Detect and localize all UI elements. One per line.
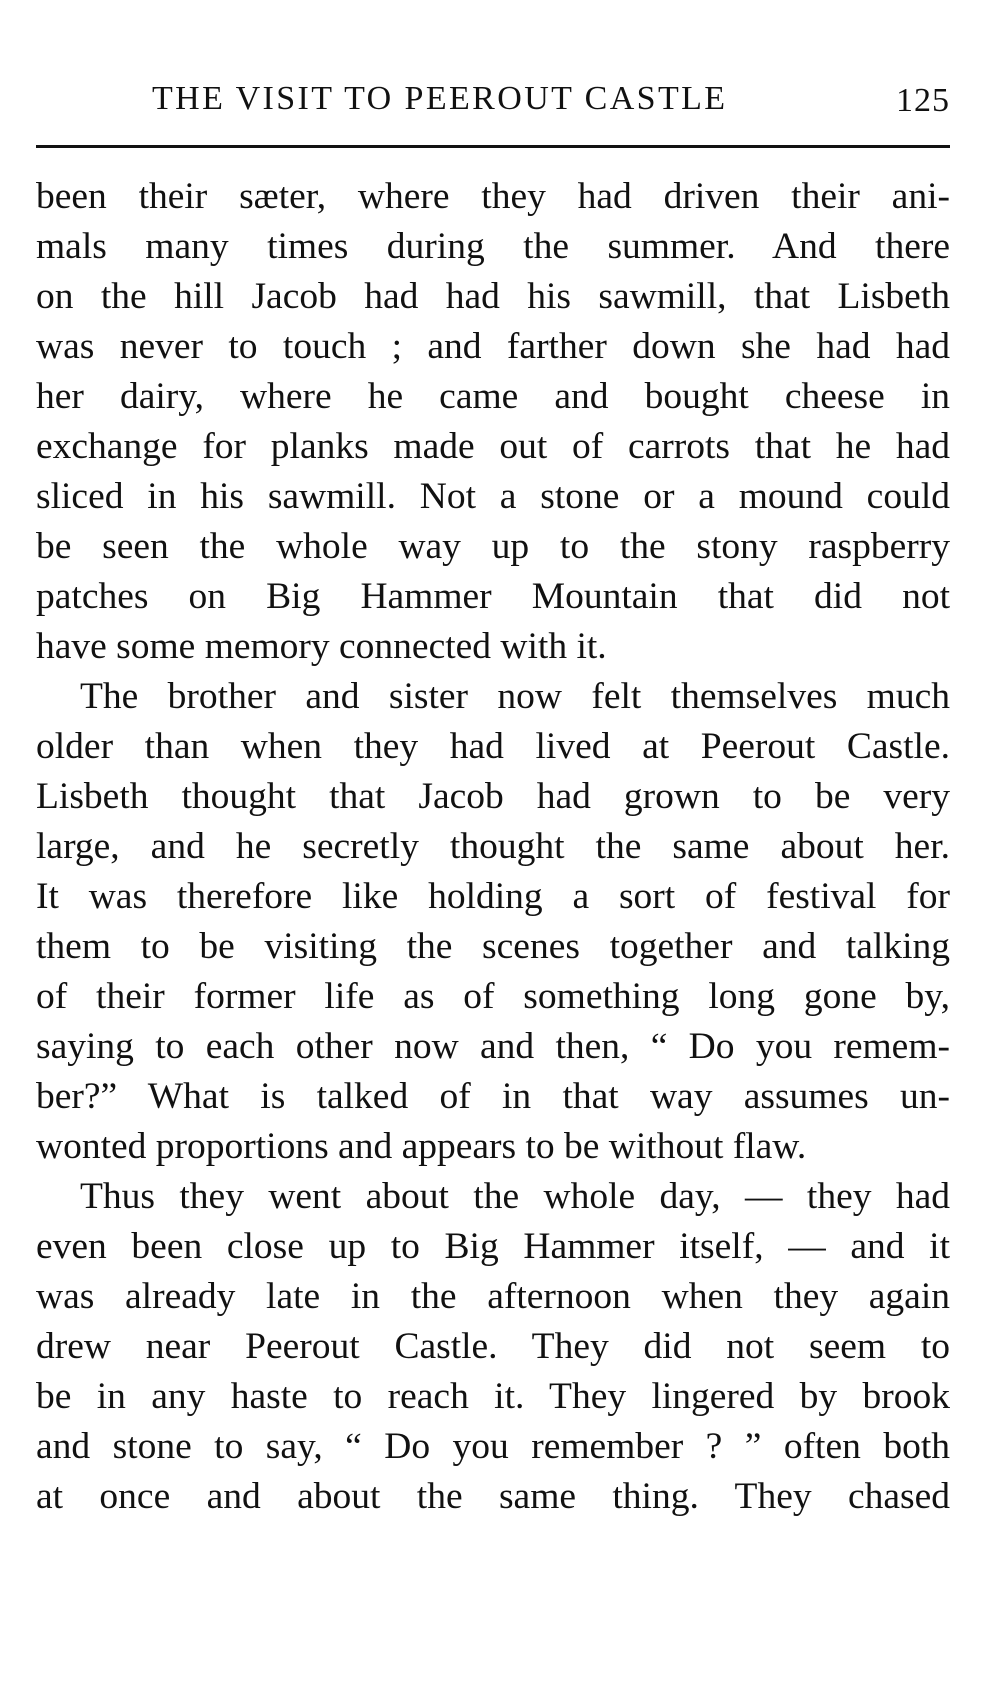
text-line: have some memory connected with it. (36, 626, 607, 667)
text-line: ber?” What is talked of in that way assumes un- (36, 1076, 950, 1117)
text-line: was already late in the afternoon when they again (36, 1276, 950, 1317)
text-line: on the hill Jacob had had his sawmill, that Lisbeth (36, 276, 950, 317)
text-line: The brother and sister now felt themselves much (80, 676, 950, 717)
text-line: It was therefore like holding a sort of festival for (36, 876, 950, 917)
text-line: of their former life as of something long gone by, (36, 976, 950, 1017)
header-rule (36, 145, 950, 148)
text-line: her dairy, where he came and bought cheese in (36, 376, 950, 417)
text-line: mals many times during the summer. And there (36, 226, 950, 267)
running-head (36, 80, 950, 132)
text-line: exchange for planks made out of carrots that he had (36, 426, 950, 467)
text-line: wonted proportions and appears to be without flaw. (36, 1126, 807, 1167)
text-line: and stone to say, “ Do you remember ? ” often both (36, 1426, 950, 1467)
body-text (36, 172, 950, 1522)
text-line: been their sæter, where they had driven their ani- (36, 176, 950, 217)
text-line: Thus they went about the whole day, — they had (80, 1176, 950, 1217)
text-line: Lisbeth thought that Jacob had grown to be very (36, 776, 950, 817)
text-line: drew near Peerout Castle. They did not seem to (36, 1326, 950, 1367)
text-line: even been close up to Big Hammer itself, — and it (36, 1226, 950, 1267)
running-title: THE VISIT TO PEEROUT CASTLE (152, 80, 728, 117)
text-line: be in any haste to reach it. They lingered by brook (36, 1376, 950, 1417)
text-line: was never to touch ; and farther down she had had (36, 326, 950, 367)
text-line: older than when they had lived at Peerout Castle. (36, 726, 950, 767)
text-line: sliced in his sawmill. Not a stone or a mound could (36, 476, 950, 517)
text-line: at once and about the same thing. They chased (36, 1476, 950, 1517)
text-line: saying to each other now and then, “ Do you remem- (36, 1026, 950, 1067)
text-line: patches on Big Hammer Mountain that did not (36, 576, 950, 617)
page-number: 125 (896, 82, 950, 119)
text-line: them to be visiting the scenes together and talking (36, 926, 950, 967)
text-line: be seen the whole way up to the stony raspberry (36, 526, 950, 567)
text-line: large, and he secretly thought the same about her. (36, 826, 950, 867)
